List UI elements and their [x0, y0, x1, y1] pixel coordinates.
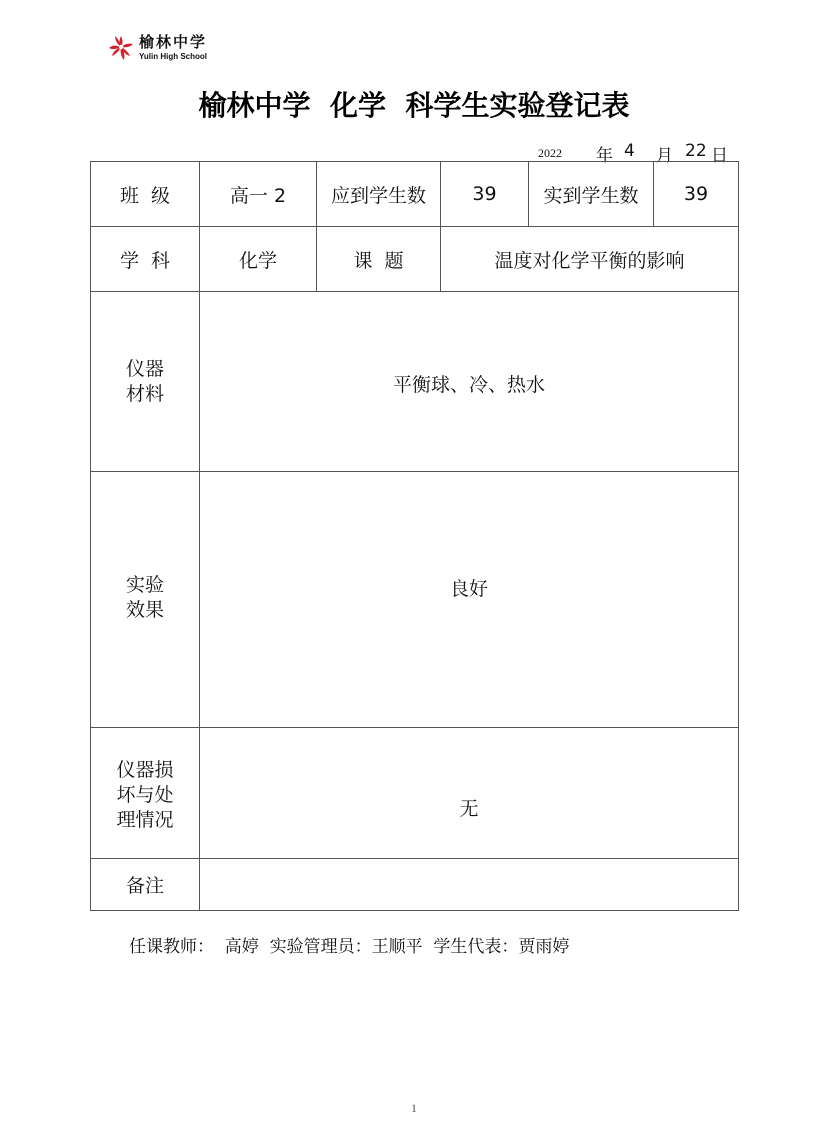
school-logo [107, 33, 207, 63]
actual-students-value: 39 [654, 162, 739, 227]
date-month-unit: 月 [656, 146, 673, 166]
table-row [91, 728, 739, 859]
subject-value: 化学 [200, 227, 317, 292]
remarks-value[interactable] [200, 859, 739, 911]
table-row [91, 292, 739, 472]
effect-value-cell [200, 472, 739, 728]
date-year: 2022 [538, 146, 562, 160]
table-row [91, 472, 739, 728]
date-month: 4 [624, 141, 635, 161]
topic-value: 温度对化学平衡的影响 [441, 227, 739, 292]
form-date [0, 141, 828, 166]
school-logo-name: 榆林中学 [139, 33, 208, 51]
materials-label: 仪器 材料 [91, 292, 200, 472]
class-label: 班 级 [91, 162, 200, 227]
signature-line: 任课教师： 高婷 实验管理员：王顺平 学生代表：贾雨婷 [129, 937, 570, 957]
damage-value: 无 [200, 728, 739, 859]
table-row [91, 859, 739, 911]
page-number: 1 [411, 1101, 417, 1115]
page-title: 榆林中学 化学 科学生实验登记表 [198, 89, 630, 122]
class-value: 高一 2 [200, 162, 317, 227]
table-row [91, 227, 739, 292]
school-emblem-icon [107, 33, 135, 63]
topic-label: 课 题 [317, 227, 441, 292]
school-logo-english-name: Yulin High School [139, 52, 207, 61]
date-year-unit: 年 [596, 146, 613, 166]
expected-students-label: 应到学生数 [317, 162, 441, 227]
damage-label: 仪器损 坏与处 理情况 [91, 728, 200, 859]
remarks-label: 备注 [91, 859, 200, 911]
date-day: 22 [685, 141, 707, 161]
actual-students-label: 实到学生数 [529, 162, 654, 227]
subject-label: 学 科 [91, 227, 200, 292]
effect-value: 良好 [449, 578, 488, 600]
table-row [91, 162, 739, 227]
expected-students-value: 39 [441, 162, 529, 227]
effect-label: 实验 效果 [91, 472, 200, 728]
experiment-record-table [90, 161, 739, 911]
materials-value: 平衡球、冷、热水 [200, 292, 739, 472]
date-day-unit: 日 [711, 146, 728, 166]
